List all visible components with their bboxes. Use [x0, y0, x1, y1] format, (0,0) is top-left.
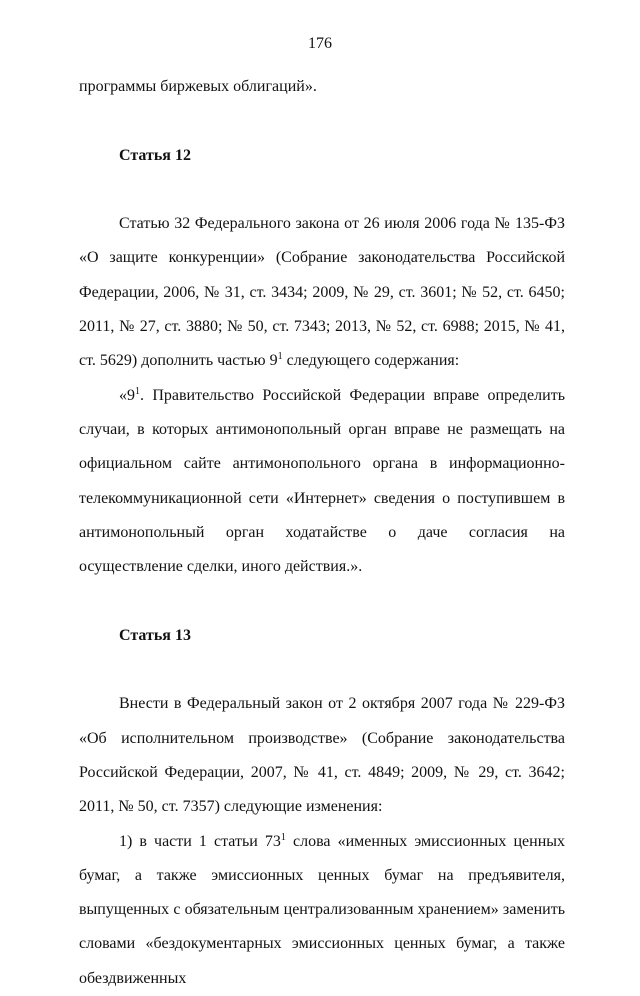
- spacer: [79, 584, 565, 618]
- item-1-text-end: слова «именных эмиссионных ценных бумаг, а также эмиссионных ценных бумаг на предъявителя, выпущенных с обязательным централизованным хранением» заменить словами «бездокументарных эмиссионных ценных бумаг, а также обездвиженных: [79, 832, 566, 987]
- spacer: [79, 173, 565, 207]
- article-12-text-end: следующего содержания:: [282, 352, 460, 370]
- new-part-text-end: . Правительство Российской Федерации вправе определить случаи, в которых антимонопольный орган вправе не размещать на официальном сайте антимонопольного органа в информационно-телекоммуникационной сети «Интернет» сведения о поступившем в антимонопольный орган ходатайстве о даче согласия на осуществление сделки, иного действия.».: [79, 386, 565, 576]
- article-13-paragraph: Внести в Федеральный закон от 2 октября 2007 года № 229-ФЗ «Об исполнительном производстве» (Собрание законодательства Российской Федерации, 2007, № 41, ст. 4849; 2009, № 29, ст. 3642; 2011, № 50, ст. 7357) следующие изменения:: [79, 695, 565, 816]
- superscript: 1: [277, 351, 283, 363]
- article-12-new-part: [79, 379, 565, 585]
- page-number: 176: [308, 35, 332, 52]
- article-13-item-1: [79, 825, 565, 996]
- spacer: [79, 653, 565, 687]
- superscript: 1: [280, 831, 286, 843]
- article-12-heading: Статья 12: [119, 146, 191, 164]
- new-part-text-start: «9: [119, 386, 135, 404]
- paragraph-continuation: программы биржевых облигаций».: [79, 78, 317, 95]
- spacer: [79, 104, 565, 138]
- article-13-heading: Статья 13: [119, 626, 191, 644]
- document-body: [79, 70, 565, 996]
- article-12-paragraph: [79, 207, 565, 378]
- item-1-text-start: 1) в части 1 статьи 73: [119, 832, 281, 850]
- superscript: 1: [135, 385, 140, 397]
- article-12-text-start: Статью 32 Федерального закона от 26 июля 2006 года № 135-ФЗ «О защите конкуренции» (Собрание законодательства Российской Федерации, 2006, № 31, ст. 3434; 2009, № 29, ст. 3601; № 52, ст. 6450; 2011, № 27, ст. 3880; № 50, ст. 7343; 2013, № 52, ст. 6988; 2015, № 41, ст. 5629) дополнить частью 9: [79, 215, 565, 370]
